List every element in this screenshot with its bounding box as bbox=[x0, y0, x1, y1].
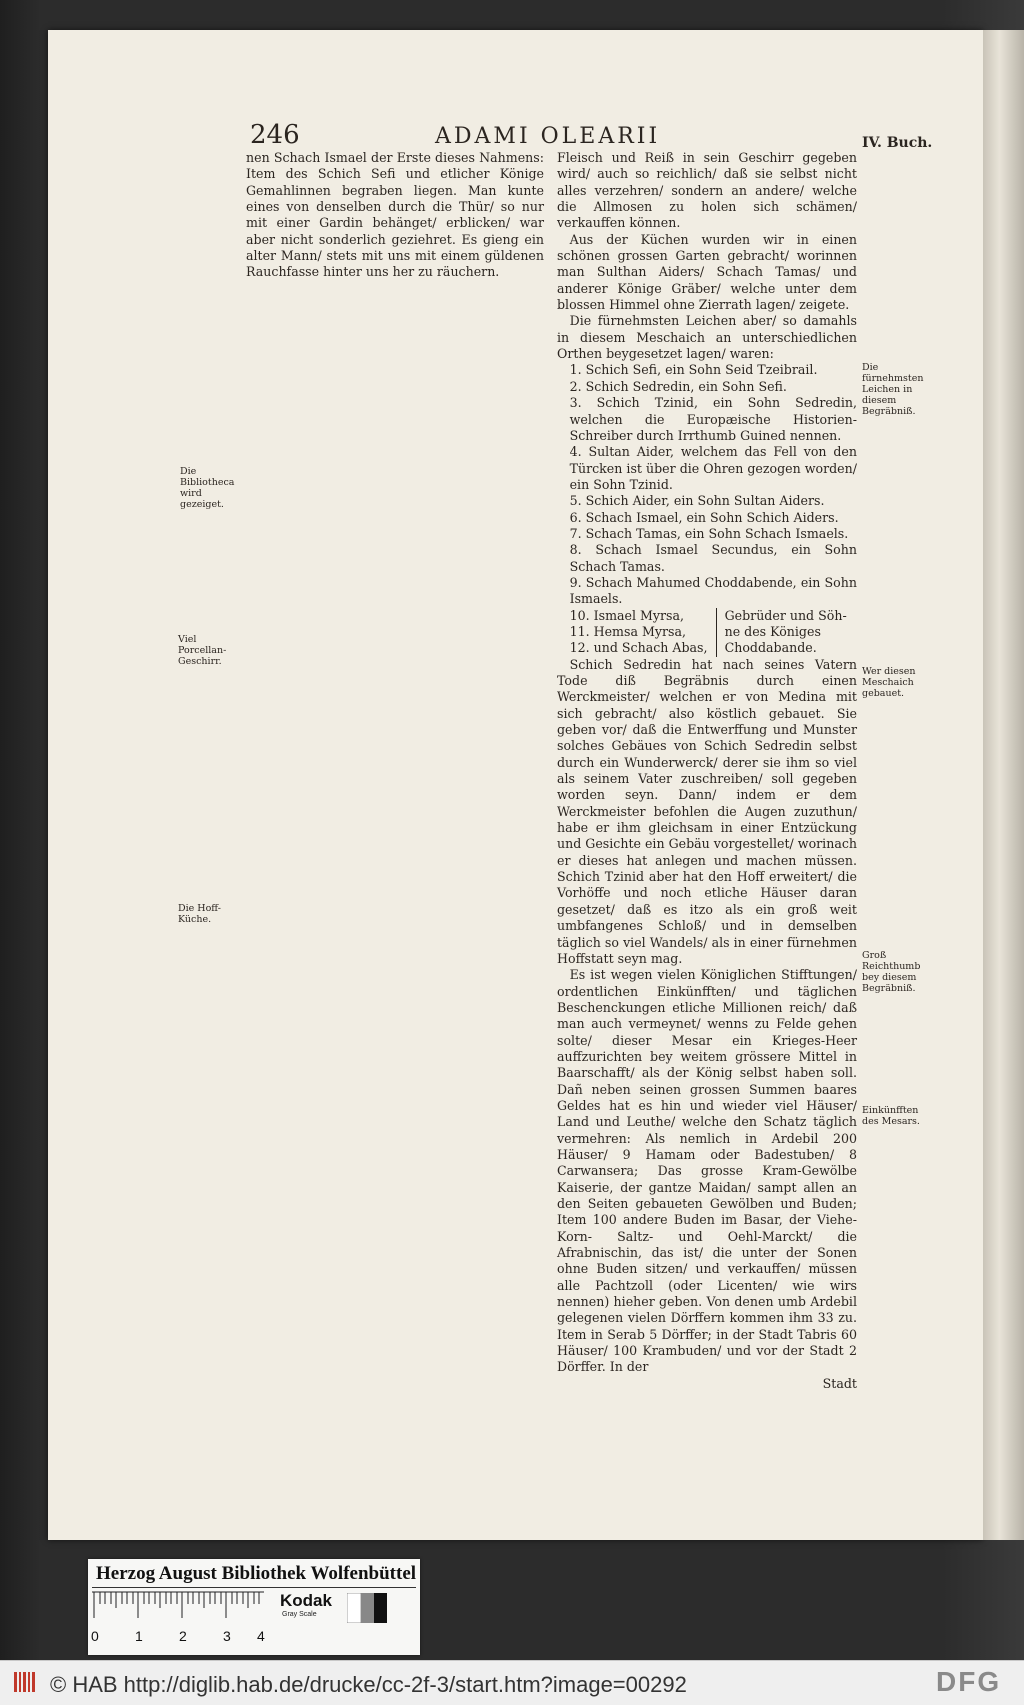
right-intro: Fleisch und Reiß in sein Geschirr gegeben wird/ auch so reichlich/ daß sie selbst nicht alles verzehren/ sondern an andere/ welche die Allmosen zu holen sich schämen/ verkauffen können. bbox=[557, 150, 857, 231]
list-item: 6. Schach Ismael, ein Sohn Schich Aiders. bbox=[569, 509, 839, 525]
right-paragraph: Schich Sedredin hat nach seines Vatern Tode diß Begräbnis durch einen Werckmeister/ welchen er von Medina mit sich gebracht/ also köstlich gebauet. Sie geben vor/ daß die Entwerffung und Munster solches Gebäues von Schich Sedredin selbst durch ein Wunderwerck/ derer sie ihm so viel als seinem Vater zuschreiben/ soll gegeben worden seyn. Dann/ indem er dem Werckmeister befohlen die Augen zuzuthun/ habe er ihm gleichsam in einer Entzückung und Gesichte ein Gebäu vorgestellet/ worinach er dieses hat anlegen und machen müssen. Schich Tzinid aber hat den Hoff erweitert/ die Vorhöffe und noch etliche Häuser daran gesetzet/ daß es itzo als ein groß weit umbfangenes Schloß/ und in demselben täglich so viel Wandels/ als in einer fürnehmen Hoffstatt seyn mag. bbox=[557, 656, 857, 966]
card-divider bbox=[92, 1587, 416, 1588]
right-paragraph: Es ist wegen vielen Königlichen Stifftungen/ ordentlichen Einkünfften/ und täglichen Beschenckungen etliche Millionen reich/ daß man auch vermeynet/ wenns zu Felde gehen solte/ dieser Mesar ein Krieges-Heer auffzurichten bey weitem grössere Mittel in Baarschafft/ als der König selbst haben soll. Dañ neben seinen grossen Summen baares Geldes hat es hin und wieder viel Häuser/ Land und Leuthe/ welche den Schatz täglich vermehren: Als nemlich in Ardebil 200 Häuser/ 9 Hamam oder Badestuben/ 8 Carwansera; Das grosse Kram-Gewölbe Kaiserie, der gantze Maidan/ sampt allen an den Seiten gebaueten Gewölben und Buden; Item 100 andere Buden im Basar, der Viehe- Korn- Saltz- und Oehl-Marckt/ die Afrabnischin, das ist/ die unter der Sonen ohne Buden sitzen/ und verkauffen/ müssen alle Pachtzoll (oder Licenten/ wie wirs nennen) hieher geben. Von denen umb Ardebil gelegenen vielen Dörffern kommen ihm 33 zu. Item in Serab 5 Dörffer; in der Stadt Tabris 60 Häuser/ 100 Krambuden/ und vor der Stadt 2 Dörffer. In der bbox=[557, 967, 857, 1375]
ruler-tick: 4 bbox=[257, 1628, 265, 1644]
ruler-tick: 1 bbox=[135, 1628, 143, 1644]
kodak-label: Kodak bbox=[280, 1591, 332, 1610]
brothers-note-line: Choddabande. bbox=[724, 640, 817, 656]
brothers-names bbox=[570, 608, 717, 657]
barcode-icon bbox=[12, 1669, 38, 1695]
margin-note: Viel Porcellan-Geschirr. bbox=[178, 634, 227, 667]
right-paragraph: Aus der Küchen wurden wir in einen schönen grossen Garten gebracht/ worinnen man Sulthan Aiders/ Schach Tamas/ und anderer Könige Gräber/ welche unter dem blossen Himmel ohne Zierrath lagen/ zeigete. bbox=[557, 231, 857, 313]
list-item: 8. Schach Ismael Secundus, ein Sohn Schach Tamas. bbox=[569, 542, 857, 574]
right-column bbox=[557, 150, 857, 1392]
catchword: Stadt bbox=[822, 1375, 857, 1391]
copyright-url[interactable]: © HAB http://diglib.hab.de/drucke/cc-2f-3/start.htm?image=00292 bbox=[50, 1672, 687, 1697]
page-edge bbox=[983, 30, 1024, 1540]
margin-note: Die Bibliotheca wird gezeiget. bbox=[180, 466, 235, 510]
margin-note: Einkünfften des Mesars. bbox=[862, 1105, 920, 1127]
brothers-block bbox=[557, 608, 857, 657]
brothers-note-line: ne des Königes bbox=[724, 623, 821, 639]
gray-scale-swatch bbox=[347, 1593, 387, 1623]
margin-note: Groß Reichthumb bey diesem Begräbniß. bbox=[862, 950, 921, 994]
gray-scale-label: Gray Scale bbox=[282, 1611, 317, 1618]
list-item: 2. Schich Sedredin, ein Sohn Sefi. bbox=[569, 378, 787, 394]
list-item: 7. Schach Tamas, ein Sohn Schach Ismaels. bbox=[569, 525, 849, 541]
ruler-scale bbox=[92, 1590, 264, 1630]
brothers-note-line: Gebrüder und Söh- bbox=[724, 607, 847, 623]
left-column bbox=[246, 150, 544, 281]
running-title: ADAMI OLEARII bbox=[435, 124, 661, 149]
margin-note: Wer diesen Meschaich gebauet. bbox=[862, 666, 916, 699]
right-paragraph: Die fürnehmsten Leichen aber/ so damahls in diesem Meschaich an unterschiedlichen Orthen beygesetzet lagen/ waren: bbox=[557, 313, 857, 362]
list-item: 1. Schich Sefi, ein Sohn Seid Tzeibrail. bbox=[569, 362, 818, 378]
left-paragraph: nen Schach Ismael der Erste dieses Nahmens: Item des Schich Sefi und etlicher Könige Gemahlinnen begraben liegen. Man kunte eines von denselben durch die Thür/ so nur mit einer Gardin behänget/ erblicken/ war aber nicht sonderlich geziehret. Es gieng ein alter Mann/ stets mit uns mit einem güldenen Rauchfasse hinter uns her zu räuchern. bbox=[246, 150, 544, 280]
book-label: IV. Buch. bbox=[862, 135, 933, 151]
list-item: 9. Schach Mahumed Choddabende, ein Sohn Ismaels. bbox=[569, 574, 857, 607]
brother-name: 12. und Schach Abas, bbox=[569, 640, 708, 656]
ruler-tick: 3 bbox=[223, 1628, 231, 1644]
brother-name: 10. Ismael Myrsa, bbox=[569, 607, 685, 623]
list-item: 5. Schich Aider, ein Sohn Sultan Aiders. bbox=[569, 493, 825, 509]
list-item: 4. Sultan Aider, welchem das Fell von den Türcken ist über die Ohren gezogen worden/ ein Sohn Tzinid. bbox=[569, 444, 857, 492]
ruler-tick: 0 bbox=[91, 1628, 99, 1644]
margin-note: Die Hoff-Küche. bbox=[178, 903, 221, 925]
list-item: 3. Schich Tzinid, ein Sohn Sedredin, welchen die Europæische Historien-Schreiber durch Irrthumb Guined nennen. bbox=[569, 395, 857, 443]
ruler-tick: 2 bbox=[179, 1628, 187, 1644]
margin-note: Die fürnehmsten Leichen in diesem Begräbniß. bbox=[862, 362, 924, 417]
dfg-logo: DFG bbox=[936, 1666, 1002, 1697]
library-name: Herzog August Bibliothek Wolfenbüttel bbox=[96, 1563, 417, 1584]
brother-name: 11. Hemsa Myrsa, bbox=[569, 623, 686, 639]
page-number: 246 bbox=[250, 120, 300, 150]
brothers-note bbox=[717, 608, 847, 657]
